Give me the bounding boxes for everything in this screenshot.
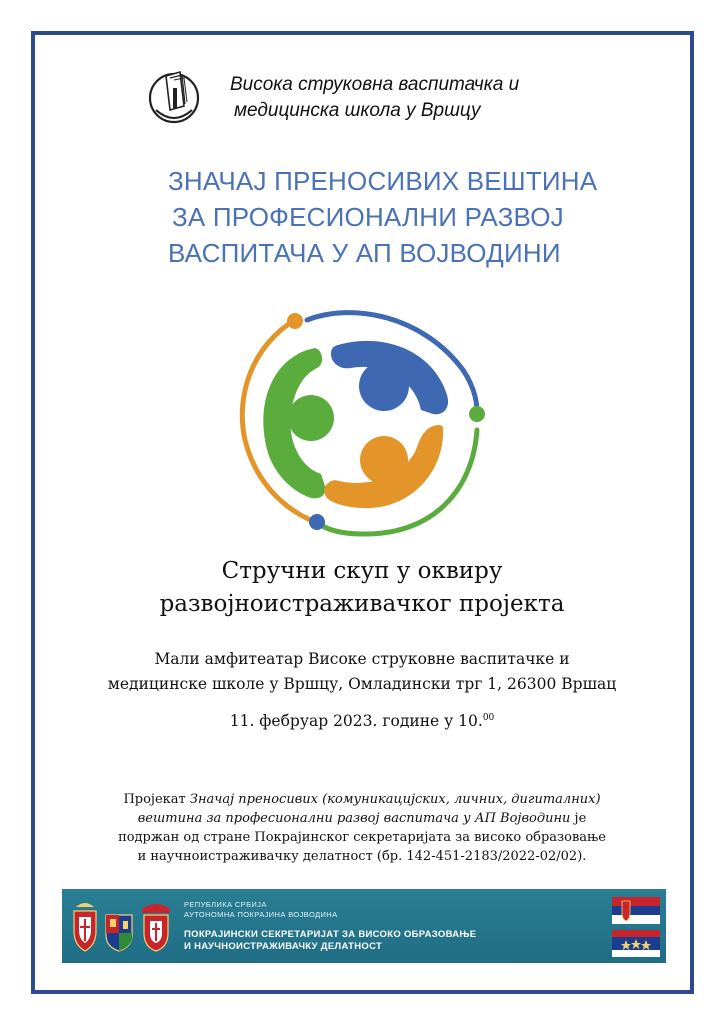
title-line2: ЗА ПРОФЕСИОНАЛНИ РАЗВОЈ <box>172 202 564 232</box>
school-logo-icon <box>146 66 206 126</box>
date-text: 11. фебруар 2023. године у 10. <box>229 712 483 730</box>
secretariat-line2: И НАУЧНОИСТРАЖИВАЧКУ ДЕЛАТНОСТ <box>184 941 383 952</box>
republic-line1: РЕПУБЛИКА СРБИЈА <box>184 900 267 909</box>
republic-label <box>184 900 544 920</box>
support-line1-italic: Значај преносивих (комуникацијских, личних, дигиталних) <box>189 792 601 807</box>
support-line4: и научноистраживачку делатност (бр. 142-451-2183/2022-02/02). <box>137 849 587 864</box>
support-note <box>62 790 662 866</box>
school-name <box>230 72 600 124</box>
event-line2: развојноистраживачког пројекта <box>159 591 565 617</box>
support-line3: подржан од стране Покрајинског секретаријата за високо образовање <box>118 830 606 845</box>
support-line2-italic: вештина за професионални развој васпитача у АП Војводини <box>137 811 571 826</box>
republic-line2: АУТОНОМНА ПОКРАЈИНА ВОЈВОДИНА <box>184 910 338 919</box>
project-title <box>168 163 598 271</box>
school-name-line2: медицинска школа у Вршцу <box>234 100 481 121</box>
venue-line1: Мали амфитеатар Високе струковне васпитачке и <box>154 650 570 668</box>
school-name-line1: Висока струковна васпитачка и <box>230 74 520 95</box>
secretariat-name <box>184 929 604 953</box>
support-line1-plain: Пројекат <box>123 792 190 807</box>
title-line1: ЗНАЧАЈ ПРЕНОСИВИХ ВЕШТИНА <box>168 166 598 196</box>
school-header <box>146 66 606 128</box>
event-heading <box>62 555 662 621</box>
coat-of-arms-icons <box>70 897 174 955</box>
secretariat-line1: ПОКРАЈИНСКИ СЕКРЕТАРИЈАТ ЗА ВИСОКО ОБРАЗОВАЊЕ <box>184 929 477 940</box>
event-date <box>62 707 662 732</box>
flags-icon <box>610 895 662 959</box>
title-line3: ВАСПИТАЧА У АП ВОЈВОДИНИ <box>168 238 561 268</box>
venue-line2: медицинске школе у Вршцу, Омладински трг 1, 26300 Вршац <box>107 675 617 693</box>
sponsor-banner <box>62 889 666 963</box>
venue <box>62 647 662 697</box>
date-time-superscript: 00 <box>482 713 495 723</box>
people-circle-emblem <box>233 310 493 540</box>
support-line2 <box>62 809 662 828</box>
support-line1 <box>62 790 662 809</box>
support-line2-plain: је <box>570 811 587 826</box>
event-line1: Стручни скуп у оквиру <box>221 558 503 584</box>
